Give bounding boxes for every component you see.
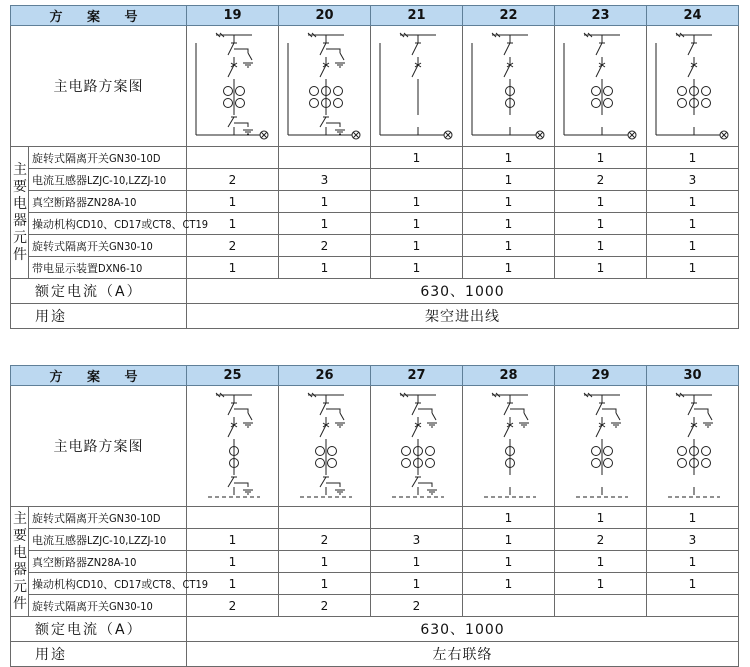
current-transformer-symbol bbox=[327, 459, 336, 468]
component-qty: 1 bbox=[647, 507, 739, 529]
current-transformer-symbol bbox=[701, 87, 710, 96]
current-transformer-symbol bbox=[591, 87, 600, 96]
circuit-diagram-cell bbox=[187, 386, 279, 507]
current-transformer-symbol bbox=[425, 447, 434, 456]
current-transformer-symbol bbox=[327, 447, 336, 456]
current-transformer-symbol bbox=[223, 99, 232, 108]
circuit-diagram-cell bbox=[647, 386, 739, 507]
earth-switch-lead bbox=[234, 123, 248, 127]
current-transformer-symbol bbox=[701, 447, 710, 456]
group-char: 电 bbox=[13, 544, 27, 561]
component-row bbox=[11, 191, 739, 213]
current-transformer-symbol bbox=[603, 459, 612, 468]
usage-value: 左右联络 bbox=[187, 642, 739, 667]
circuit-diagram-cell bbox=[555, 26, 647, 147]
component-qty: 1 bbox=[555, 191, 647, 213]
rated-current-label: 额定电流（A） bbox=[11, 617, 187, 642]
current-transformer-symbol bbox=[701, 459, 710, 468]
component-qty: 2 bbox=[555, 529, 647, 551]
component-qty: 3 bbox=[371, 529, 463, 551]
switch-blade bbox=[504, 43, 510, 55]
component-name: 旋转式隔离开关GN30-10D bbox=[29, 147, 187, 169]
current-transformer-symbol bbox=[603, 87, 612, 96]
rated-current-label: 额定电流（A） bbox=[11, 279, 187, 304]
diagram-row bbox=[11, 386, 739, 507]
scheme-number: 26 bbox=[279, 366, 371, 386]
earth-switch-lead bbox=[326, 409, 340, 413]
earth-switch-lead bbox=[234, 49, 248, 53]
group-char: 件 bbox=[13, 595, 27, 612]
switch-blade bbox=[228, 117, 234, 127]
circuit-diagram-cell bbox=[279, 26, 371, 147]
component-qty: 1 bbox=[647, 257, 739, 279]
component-name: 电流互感器LZJC-10,LZZJ-10 bbox=[29, 529, 187, 551]
usage-row bbox=[11, 304, 739, 329]
component-qty: 1 bbox=[279, 551, 371, 573]
component-qty bbox=[463, 595, 555, 617]
component-qty bbox=[279, 147, 371, 169]
component-row bbox=[11, 235, 739, 257]
component-row bbox=[11, 507, 739, 529]
earth-switch-lead bbox=[326, 483, 340, 487]
component-qty bbox=[187, 507, 279, 529]
switch-blade bbox=[412, 403, 418, 415]
component-qty: 3 bbox=[647, 529, 739, 551]
scheme-number-label: 方 案 号 bbox=[11, 6, 187, 26]
component-name: 旋转式隔离开关GN30-10D bbox=[29, 507, 187, 529]
circuit-diagram bbox=[464, 27, 554, 145]
current-transformer-symbol bbox=[401, 447, 410, 456]
component-name: 真空断路器ZN28A-10 bbox=[29, 191, 187, 213]
diagram-row bbox=[11, 26, 739, 147]
rated-current-value: 630、1000 bbox=[187, 617, 739, 642]
component-qty: 1 bbox=[463, 147, 555, 169]
group-char: 元 bbox=[13, 578, 27, 595]
usage-label: 用途 bbox=[11, 304, 187, 329]
component-qty: 2 bbox=[279, 595, 371, 617]
scheme-number: 29 bbox=[555, 366, 647, 386]
circuit-diagram-cell bbox=[555, 386, 647, 507]
component-name: 旋转式隔离开关GN30-10 bbox=[29, 235, 187, 257]
component-name: 旋转式隔离开关GN30-10 bbox=[29, 595, 187, 617]
switch-blade bbox=[412, 477, 418, 487]
scheme-number-row bbox=[11, 366, 739, 386]
current-transformer-symbol bbox=[315, 447, 324, 456]
group-char: 件 bbox=[13, 246, 27, 263]
component-qty: 1 bbox=[463, 235, 555, 257]
usage-label: 用途 bbox=[11, 642, 187, 667]
circuit-diagram bbox=[464, 387, 554, 505]
earth-switch-lead bbox=[694, 409, 708, 413]
earth-switch-lead bbox=[418, 409, 432, 413]
switch-blade bbox=[504, 403, 510, 415]
current-transformer-symbol bbox=[333, 99, 342, 108]
current-transformer-symbol bbox=[591, 99, 600, 108]
circuit-diagram bbox=[280, 27, 370, 145]
component-qty: 1 bbox=[371, 551, 463, 573]
current-transformer-symbol bbox=[591, 459, 600, 468]
switch-blade bbox=[228, 403, 234, 415]
current-transformer-symbol bbox=[603, 99, 612, 108]
component-name: 操动机构CD10、CD17或CT8、CT19 bbox=[29, 573, 187, 595]
circuit-diagram bbox=[556, 27, 646, 145]
component-qty bbox=[647, 595, 739, 617]
switch-blade bbox=[228, 43, 234, 55]
current-transformer-symbol bbox=[701, 99, 710, 108]
component-qty: 1 bbox=[187, 551, 279, 573]
component-qty: 1 bbox=[279, 191, 371, 213]
group-char: 器 bbox=[13, 561, 27, 578]
circuit-diagram bbox=[372, 27, 462, 145]
current-transformer-symbol bbox=[309, 99, 318, 108]
component-qty: 1 bbox=[463, 191, 555, 213]
scheme-number-row bbox=[11, 6, 739, 26]
component-qty: 1 bbox=[647, 213, 739, 235]
circuit-diagram bbox=[648, 387, 738, 505]
group-char: 要 bbox=[13, 527, 27, 544]
switch-blade bbox=[596, 43, 602, 55]
main-components-group-label bbox=[11, 147, 29, 279]
current-transformer-symbol bbox=[591, 447, 600, 456]
component-qty: 1 bbox=[371, 257, 463, 279]
component-row bbox=[11, 529, 739, 551]
component-qty: 1 bbox=[555, 573, 647, 595]
component-qty: 1 bbox=[463, 169, 555, 191]
component-row bbox=[11, 573, 739, 595]
component-qty: 1 bbox=[187, 257, 279, 279]
main-circuit-diagram-label: 主电路方案图 bbox=[11, 26, 187, 147]
earth-switch-blade bbox=[248, 413, 252, 420]
component-qty: 1 bbox=[279, 213, 371, 235]
component-qty: 1 bbox=[371, 573, 463, 595]
circuit-diagram-cell bbox=[187, 26, 279, 147]
component-qty: 2 bbox=[279, 235, 371, 257]
switch-blade bbox=[320, 43, 326, 55]
component-qty: 1 bbox=[187, 191, 279, 213]
component-qty: 1 bbox=[555, 257, 647, 279]
earth-switch-lead bbox=[234, 409, 248, 413]
switch-blade bbox=[596, 403, 602, 415]
component-qty bbox=[371, 169, 463, 191]
scheme-number: 25 bbox=[187, 366, 279, 386]
earth-switch-blade bbox=[432, 413, 436, 420]
earth-switch-lead bbox=[602, 409, 616, 413]
component-qty: 1 bbox=[463, 257, 555, 279]
component-qty: 1 bbox=[279, 257, 371, 279]
switch-blade bbox=[320, 477, 326, 487]
current-transformer-symbol bbox=[677, 447, 686, 456]
switch-blade bbox=[412, 43, 418, 55]
component-qty: 1 bbox=[555, 551, 647, 573]
group-char: 电 bbox=[13, 195, 27, 212]
group-char: 元 bbox=[13, 229, 27, 246]
scheme-number: 30 bbox=[647, 366, 739, 386]
current-transformer-symbol bbox=[603, 447, 612, 456]
switch-blade bbox=[320, 403, 326, 415]
component-qty: 1 bbox=[371, 147, 463, 169]
group-char: 器 bbox=[13, 212, 27, 229]
circuit-diagram bbox=[648, 27, 738, 145]
group-char: 要 bbox=[13, 178, 27, 195]
current-transformer-symbol bbox=[315, 459, 324, 468]
rated-current-value: 630、1000 bbox=[187, 279, 739, 304]
component-qty: 2 bbox=[371, 595, 463, 617]
component-qty: 1 bbox=[647, 551, 739, 573]
current-transformer-symbol bbox=[425, 459, 434, 468]
component-qty: 1 bbox=[371, 213, 463, 235]
component-name: 操动机构CD10、CD17或CT8、CT19 bbox=[29, 213, 187, 235]
component-qty: 1 bbox=[555, 507, 647, 529]
component-row bbox=[11, 147, 739, 169]
scheme-number: 23 bbox=[555, 6, 647, 26]
component-row bbox=[11, 551, 739, 573]
component-qty: 3 bbox=[279, 169, 371, 191]
scheme-number: 19 bbox=[187, 6, 279, 26]
current-transformer-symbol bbox=[235, 87, 244, 96]
component-qty bbox=[279, 507, 371, 529]
component-name: 电流互感器LZJC-10,LZZJ-10 bbox=[29, 169, 187, 191]
component-qty: 2 bbox=[279, 529, 371, 551]
scheme-table-2 bbox=[10, 365, 739, 667]
circuit-diagram bbox=[556, 387, 646, 505]
component-qty bbox=[555, 595, 647, 617]
current-transformer-symbol bbox=[235, 99, 244, 108]
component-qty: 3 bbox=[647, 169, 739, 191]
component-qty: 1 bbox=[647, 147, 739, 169]
scheme-number: 21 bbox=[371, 6, 463, 26]
earth-switch-lead bbox=[326, 49, 340, 53]
component-name: 真空断路器ZN28A-10 bbox=[29, 551, 187, 573]
usage-value: 架空进出线 bbox=[187, 304, 739, 329]
switch-blade bbox=[688, 403, 694, 415]
circuit-diagram bbox=[280, 387, 370, 505]
switch-blade bbox=[688, 43, 694, 55]
scheme-number: 27 bbox=[371, 366, 463, 386]
earth-switch-blade bbox=[524, 413, 528, 420]
earth-switch-blade bbox=[340, 53, 344, 60]
earth-switch-blade bbox=[708, 413, 712, 420]
earth-switch-lead bbox=[510, 409, 524, 413]
component-qty: 1 bbox=[187, 529, 279, 551]
current-transformer-symbol bbox=[677, 87, 686, 96]
component-qty: 2 bbox=[187, 595, 279, 617]
group-char: 主 bbox=[13, 161, 27, 178]
component-qty: 1 bbox=[463, 551, 555, 573]
scheme-number: 22 bbox=[463, 6, 555, 26]
earth-switch-blade bbox=[340, 413, 344, 420]
scheme-number: 24 bbox=[647, 6, 739, 26]
component-qty: 1 bbox=[647, 573, 739, 595]
circuit-diagram bbox=[188, 387, 278, 505]
main-components-group-label bbox=[11, 507, 29, 617]
component-qty: 2 bbox=[187, 235, 279, 257]
current-transformer-symbol bbox=[333, 87, 342, 96]
component-qty bbox=[187, 147, 279, 169]
current-transformer-symbol bbox=[677, 459, 686, 468]
earth-switch-lead bbox=[326, 123, 340, 127]
usage-row bbox=[11, 642, 739, 667]
earth-switch-blade bbox=[248, 53, 252, 60]
component-name: 带电显示装置DXN6-10 bbox=[29, 257, 187, 279]
current-transformer-symbol bbox=[223, 87, 232, 96]
circuit-diagram bbox=[372, 387, 462, 505]
component-qty: 1 bbox=[279, 573, 371, 595]
scheme-number: 28 bbox=[463, 366, 555, 386]
component-qty: 2 bbox=[555, 169, 647, 191]
circuit-diagram-cell bbox=[279, 386, 371, 507]
current-transformer-symbol bbox=[309, 87, 318, 96]
circuit-diagram-cell bbox=[463, 386, 555, 507]
circuit-diagram-cell bbox=[371, 26, 463, 147]
switch-blade bbox=[228, 477, 234, 487]
component-qty bbox=[371, 507, 463, 529]
earth-switch-lead bbox=[234, 483, 248, 487]
component-qty: 1 bbox=[371, 235, 463, 257]
circuit-diagram-cell bbox=[371, 386, 463, 507]
circuit-diagram-cell bbox=[647, 26, 739, 147]
component-qty: 1 bbox=[647, 191, 739, 213]
component-qty: 1 bbox=[555, 147, 647, 169]
scheme-table-1 bbox=[10, 5, 739, 329]
component-row bbox=[11, 213, 739, 235]
rated-current-row bbox=[11, 279, 739, 304]
component-qty: 1 bbox=[463, 573, 555, 595]
circuit-diagram-cell bbox=[463, 26, 555, 147]
component-qty: 1 bbox=[647, 235, 739, 257]
component-qty: 2 bbox=[187, 169, 279, 191]
component-qty: 1 bbox=[555, 235, 647, 257]
component-qty: 1 bbox=[555, 213, 647, 235]
main-circuit-diagram-label: 主电路方案图 bbox=[11, 386, 187, 507]
circuit-diagram bbox=[188, 27, 278, 145]
earth-switch-lead bbox=[418, 483, 432, 487]
component-qty: 1 bbox=[463, 213, 555, 235]
component-qty: 1 bbox=[463, 507, 555, 529]
component-row bbox=[11, 169, 739, 191]
component-qty: 1 bbox=[187, 573, 279, 595]
rated-current-row bbox=[11, 617, 739, 642]
group-char: 主 bbox=[13, 510, 27, 527]
earth-switch-blade bbox=[616, 413, 620, 420]
component-row bbox=[11, 595, 739, 617]
component-qty: 1 bbox=[187, 213, 279, 235]
scheme-number: 20 bbox=[279, 6, 371, 26]
component-row bbox=[11, 257, 739, 279]
component-qty: 1 bbox=[371, 191, 463, 213]
scheme-number-label: 方 案 号 bbox=[11, 366, 187, 386]
component-qty: 1 bbox=[463, 529, 555, 551]
current-transformer-symbol bbox=[677, 99, 686, 108]
current-transformer-symbol bbox=[401, 459, 410, 468]
switch-blade bbox=[320, 117, 326, 127]
